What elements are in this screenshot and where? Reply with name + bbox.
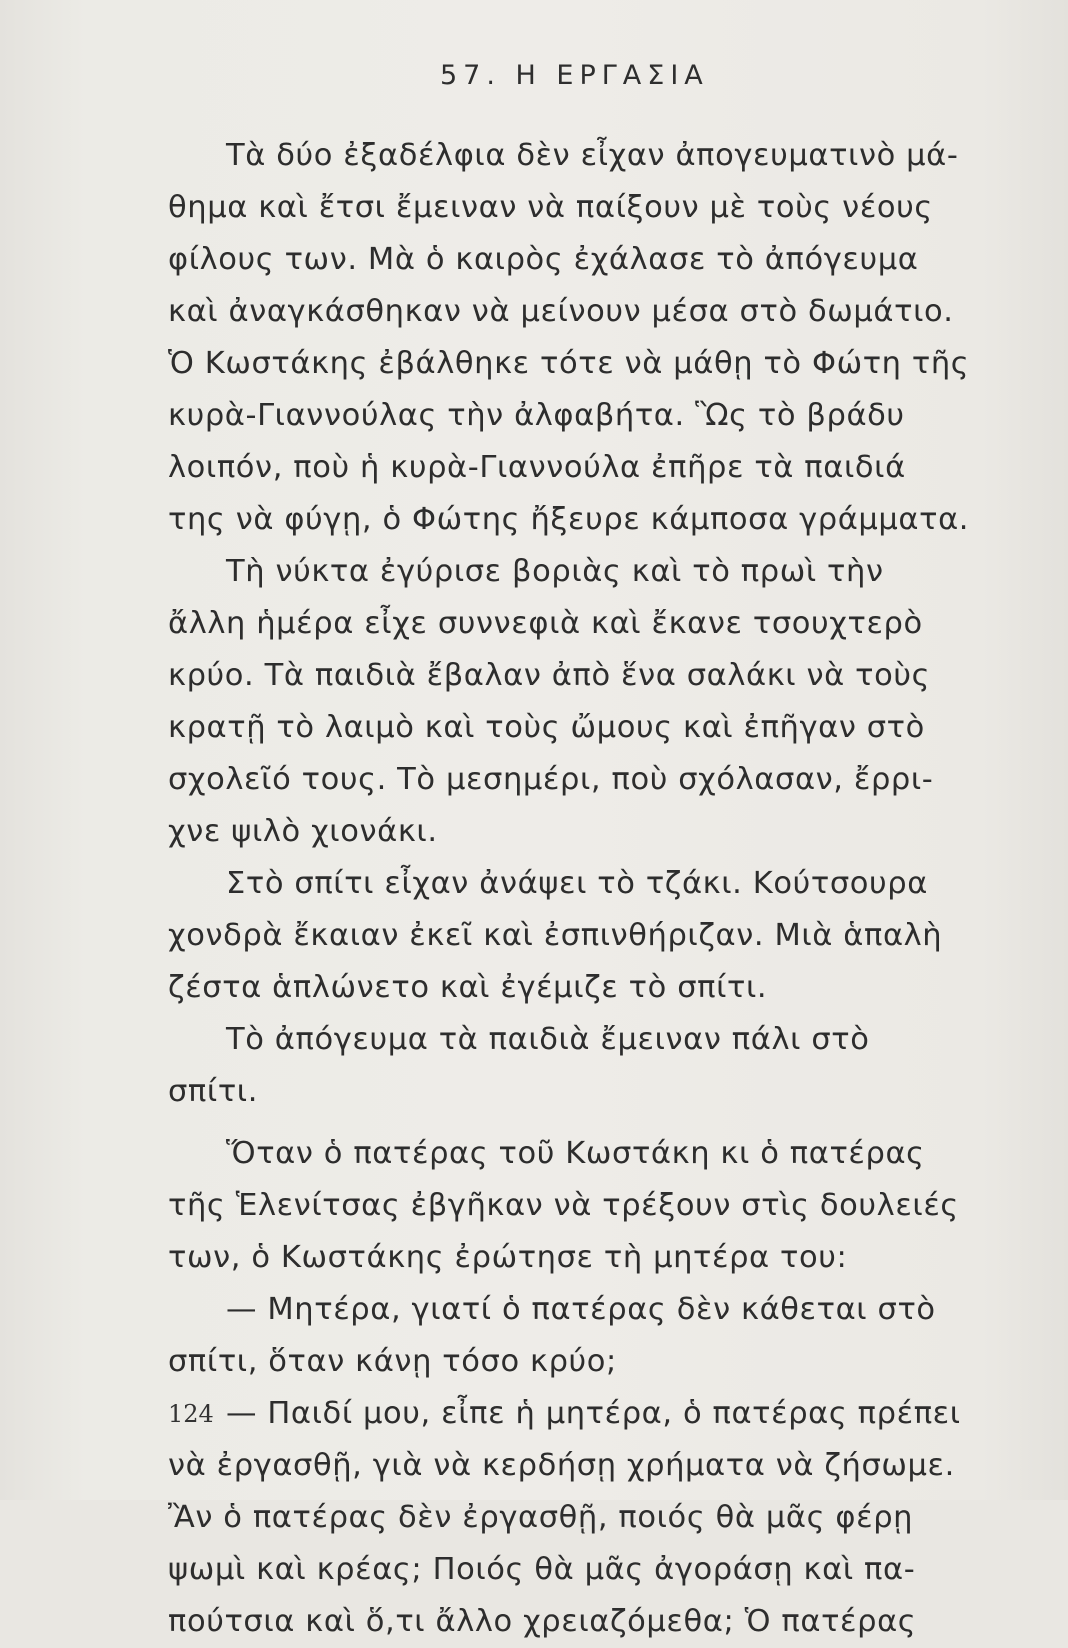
dialogue-paragraph: [168, 1388, 1028, 1648]
text-line: σπίτι, ὅταν κάνῃ τόσο κρύο;: [168, 1344, 617, 1379]
dialogue-paragraph: [168, 1284, 1028, 1388]
text-line: Τὰ δύο ἐξαδέλφια δὲν εἶχαν ἀπογευματινὸ μά-: [226, 138, 959, 173]
paragraph: [168, 858, 1028, 1014]
paragraph: [168, 1014, 1028, 1118]
text-line: νὰ ἐργασθῇ, γιὰ νὰ κερδήσῃ χρήματα νὰ ζήσωμε.: [168, 1448, 955, 1483]
text-line: σχολεῖό τους. Τὸ μεσημέρι, ποὺ σχόλασαν, ἔρρι-: [168, 762, 934, 797]
text-line: κυρὰ-Γιαννούλας τὴν ἀλφαβήτα. Ὣς τὸ βράδυ: [168, 398, 905, 433]
text-line: ζέστα ἁπλώνετο καὶ ἐγέμιζε τὸ σπίτι.: [168, 970, 768, 1005]
text-line: κρατῇ τὸ λαιμὸ καὶ τοὺς ὤμους καὶ ἐπῆγαν στὸ: [168, 710, 925, 745]
text-line: φίλους των. Μὰ ὁ καιρὸς ἐχάλασε τὸ ἀπόγευμα: [168, 242, 919, 277]
paragraph-spacer: [168, 1118, 1028, 1128]
text-line: καὶ ἀναγκάσθηκαν νὰ μείνουν μέσα στὸ δωμάτιο.: [168, 294, 954, 329]
text-line: ψωμὶ καὶ κρέας; Ποιός θὰ μᾶς ἀγοράσῃ καὶ πα-: [168, 1552, 916, 1587]
text-line: πούτσια καὶ ὅ,τι ἄλλο χρειαζόμεθα; Ὁ πατέρας: [168, 1604, 917, 1639]
text-line: Τὴ νύκτα ἐγύρισε βοριὰς καὶ τὸ πρωὶ τὴν: [226, 554, 884, 589]
text-line: Στὸ σπίτι εἶχαν ἀνάψει τὸ τζάκι. Κούτσουρα: [226, 866, 928, 901]
text-line: ἄλλη ἡμέρα εἶχε συννεφιὰ καὶ ἔκανε τσουχτερὸ: [168, 606, 923, 641]
text-line: Ὅταν ὁ πατέρας τοῦ Κωστάκη κι ὁ πατέρας: [226, 1136, 925, 1171]
chapter-title: 57. Η ΕΡΓΑΣΙΑ: [440, 60, 709, 91]
text-line: Τὸ ἀπόγευμα τὰ παιδιὰ ἔμειναν πάλι στὸ: [226, 1022, 870, 1057]
text-line: χνε ψιλὸ χιονάκι.: [168, 814, 438, 849]
text-line: σπίτι.: [168, 1074, 258, 1109]
body-text: [168, 130, 1028, 1648]
text-line: των, ὁ Κωστάκης ἐρώτησε τὴ μητέρα του:: [168, 1240, 848, 1275]
paragraph: [168, 1128, 1028, 1284]
text-line: Ὁ Κωστάκης ἐβάλθηκε τότε νὰ μάθῃ τὸ Φώτη τῆς: [168, 346, 970, 381]
text-line: κρύο. Τὰ παιδιὰ ἔβαλαν ἀπὸ ἕνα σαλάκι νὰ τοὺς: [168, 658, 931, 693]
text-line: — Μητέρα, γιατί ὁ πατέρας δὲν κάθεται στὸ: [226, 1292, 936, 1327]
paragraph: [168, 546, 1028, 858]
text-line: λοιπόν, ποὺ ἡ κυρὰ-Γιαννούλα ἐπῆρε τὰ παιδιά: [168, 450, 906, 485]
text-line: θημα καὶ ἔτσι ἔμειναν νὰ παίξουν μὲ τοὺς νέους: [168, 190, 933, 225]
text-line: — Παιδί μου, εἶπε ἡ μητέρα, ὁ πατέρας πρέπει: [226, 1396, 961, 1431]
text-line: χονδρὰ ἔκαιαν ἐκεῖ καὶ ἐσπινθήριζαν. Μιὰ ἁπαλὴ: [168, 918, 943, 953]
text-line: Ἂν ὁ πατέρας δὲν ἐργασθῇ, ποιός θὰ μᾶς φέρῃ: [168, 1500, 914, 1535]
page-number: 124: [168, 1400, 214, 1428]
paragraph: [168, 130, 1028, 546]
text-line: της νὰ φύγῃ, ὁ Φώτης ἤξευρε κάμποσα γράμματα.: [168, 502, 970, 537]
text-line: τῆς Ἑλενίτσας ἐβγῆκαν νὰ τρέξουν στὶς δουλειές: [168, 1188, 959, 1223]
